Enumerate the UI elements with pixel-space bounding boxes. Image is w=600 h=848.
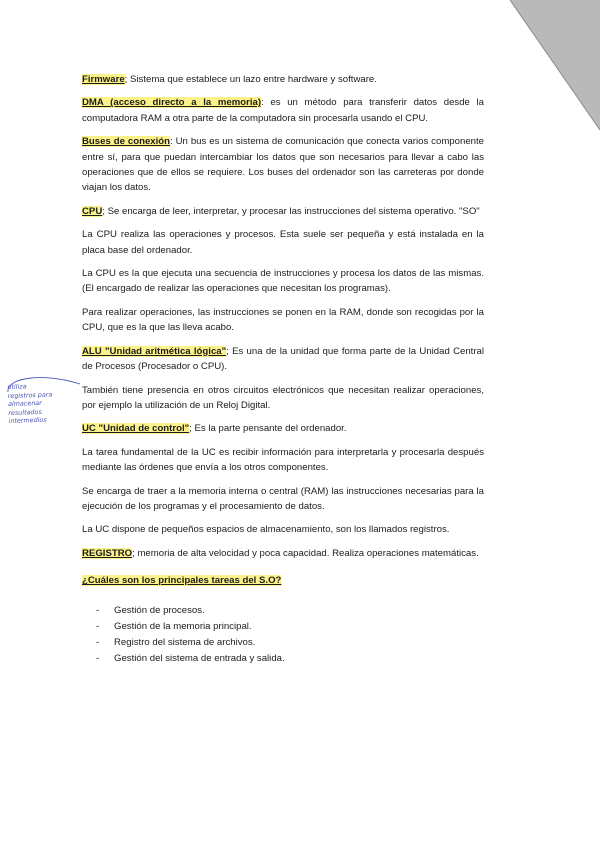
def-registro: ; memoria de alta velocidad y poca capacidad. Realiza operaciones matemáticas. <box>132 547 479 559</box>
list-item <box>82 635 484 651</box>
list-item-text: Gestión del sistema de entrada y salida. <box>114 652 285 664</box>
para-uc-1: La tarea fundamental de la UC es recibir información para interpretarla y procesarla después mediante las órdenes que envía a los otros componentes. <box>82 446 484 474</box>
term-cpu: CPU <box>82 205 103 217</box>
term-alu: ALU "Unidad aritmética lógica" <box>82 345 227 357</box>
para-cpu-2: La CPU es la que ejecuta una secuencia de instrucciones y procesa los datos de las mismas. (El encargado de realizar las operaciones que necesitan los programas). <box>82 268 484 295</box>
term-uc: UC "Unidad de control" <box>82 423 190 435</box>
bullet-dash-icon: - <box>96 636 100 648</box>
term-firmware: Firmware <box>82 74 125 85</box>
bullet-dash-icon: - <box>96 652 100 664</box>
para-buses <box>82 134 484 196</box>
term-dma: DMA (acceso directo a la memoria) <box>82 97 262 109</box>
list-item-text: Gestión de procesos. <box>114 604 205 616</box>
def-dma: : es un método para transferir datos desde la computadora RAM a otra parte de la computadora sin procesarla usando el CPU. <box>82 97 485 124</box>
margin-note-line: registros para <box>7 390 53 400</box>
margin-note-line: intermedios <box>8 416 47 426</box>
def-buses: : Un bus es un sistema de comunicación que conecta varios componente entre sí, para que puedan intercambiar los datos que son necesarios para llevar a cabo las operaciones que de ellos se requiere. Los buses del ordenador son las carreteras por donde viajan los datos. <box>82 136 484 194</box>
list-item <box>82 619 484 635</box>
list-item-text: Registro del sistema de archivos. <box>114 636 256 648</box>
margin-note-line: resultados <box>8 407 42 417</box>
bullet-dash-icon: - <box>96 620 100 632</box>
def-firmware: ; Sistema que establece un lazo entre hardware y software. <box>124 74 377 85</box>
def-alu: ; Es una de la unidad que forma parte de la Unidad Central de Procesos (Procesador o CPU). <box>82 345 484 373</box>
list-item-text: Gestión de la memoria principal. <box>114 620 252 632</box>
question-heading <box>82 573 484 588</box>
def-cpu: ; Se encarga de leer, interpretar, y procesar las instrucciones del sistema operativo. "SO" <box>102 205 480 217</box>
para-alu <box>82 344 484 375</box>
para-alu-1: También tiene presencia en otros circuitos electrónicos que necesitan realizar operaciones, por ejemplo la utilización de un Reloj Digital. <box>82 384 484 411</box>
para-uc <box>82 421 484 436</box>
para-dma <box>82 95 484 126</box>
para-cpu <box>82 204 484 219</box>
para-firmware <box>82 72 484 87</box>
handwritten-margin-note <box>7 381 68 426</box>
term-buses: Buses de conexión <box>82 136 170 148</box>
question-text: ¿Cuáles son los principales tareas del S.O? <box>82 575 282 587</box>
term-registro: REGISTRO <box>82 547 133 559</box>
margin-note-line: utiliza <box>7 382 27 392</box>
document-body <box>82 72 484 667</box>
para-cpu-1: La CPU realiza las operaciones y procesos. Esta suele ser pequeña y está instalada en la placa base del ordenador. <box>82 229 484 256</box>
para-uc-3: La UC dispone de pequeños espacios de almacenamiento, son los llamados registros. <box>82 524 450 536</box>
para-cpu-3: Para realizar operaciones, las instrucciones se ponen en la RAM, donde son recogidas por la CPU, que es la que las lleva acabo. <box>82 306 484 334</box>
para-uc-2: Se encarga de traer a la memoria interna o central (RAM) las instrucciones necesarias para la ejecución de los programas y el procesamiento de datos. <box>82 485 484 512</box>
tasks-list <box>82 603 484 667</box>
list-item <box>82 603 484 619</box>
para-registro <box>82 546 484 561</box>
bullet-dash-icon: - <box>96 604 100 616</box>
margin-note-line: almacenar <box>7 399 43 409</box>
list-item <box>82 651 484 667</box>
def-uc: ; Es la parte pensante del ordenador. <box>189 423 347 435</box>
